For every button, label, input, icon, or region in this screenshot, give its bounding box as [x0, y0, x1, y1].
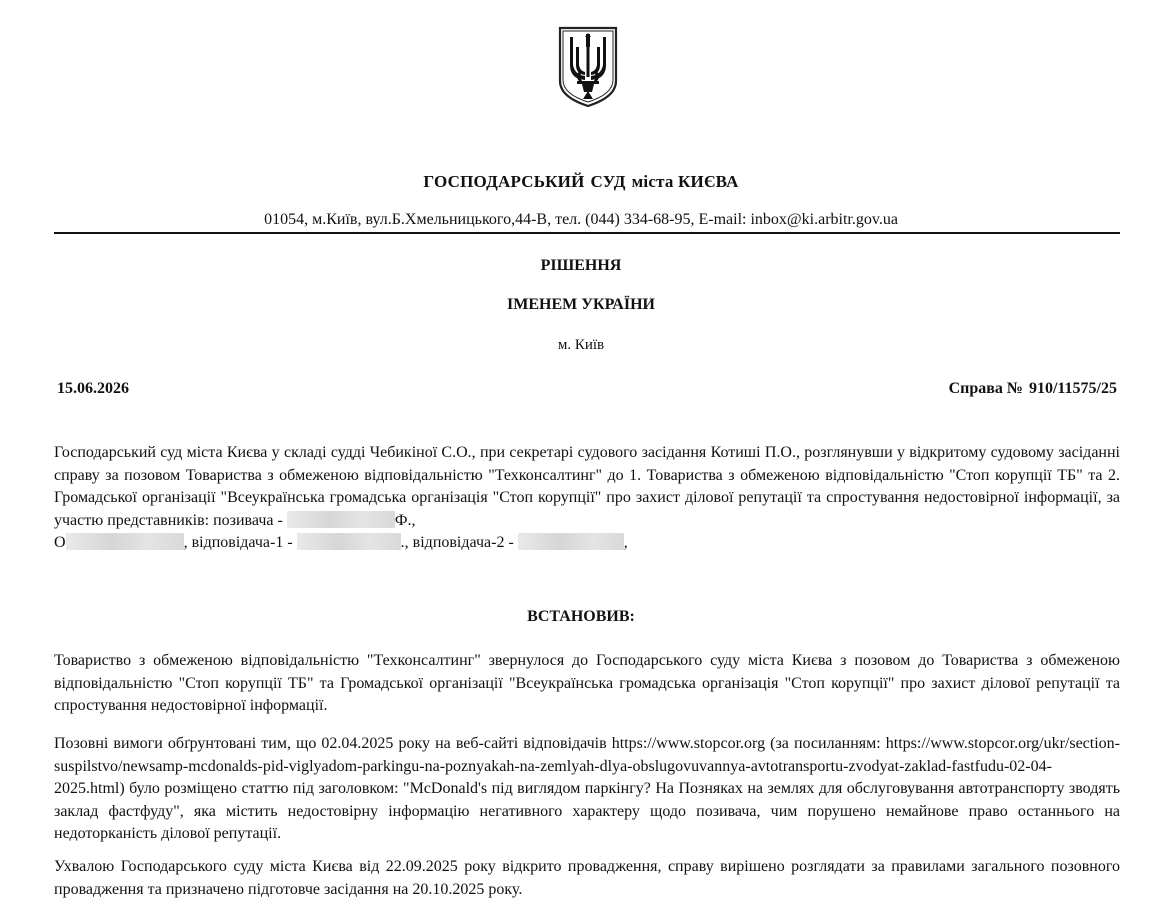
case-label: Справа №	[948, 380, 1023, 397]
decision-city: м. Київ	[557, 337, 605, 353]
intro-paragraph	[54, 442, 1120, 555]
case-number	[949, 380, 1117, 398]
redacted-plaintiff-rep-cont	[66, 533, 184, 550]
body-paragraph: Товариство з обмеженою відповідальністю "Техконсалтинг" звернулося до Господарського суду міста Києва з позовом до Товариства з обмеженою відповідальністю "Стоп корупції ТБ" та Громадської організації "Всеукраїнська громадська організація "Стоп корупції" про захист ділової репутації та спростування недостовірної інформації.	[54, 652, 1120, 714]
decision-date: 15.06.2026	[57, 380, 129, 397]
intro-fragment-a: Ф.,	[394, 511, 416, 529]
intro-fragment-d: ., відповідача-2 -	[400, 534, 514, 551]
header-divider	[54, 232, 1120, 234]
redacted-plaintiff-rep	[287, 511, 395, 528]
redacted-defendant2-rep	[518, 533, 624, 550]
section-established: ВСТАНОВИВ:	[527, 608, 635, 625]
court-name-part1: ГОСПОДАРСЬКИЙ	[423, 172, 585, 191]
intro-text: Господарський суд міста Києва у складі судді Чебикіної С.О., при секретарі судового засідання Котиші П.О., розглянувши у відкритому судовому засіданні справу за позовом Товариства з обмеженою відповідальністю "Техконсалтинг" до 1. Товариства з обмеженою відповідальністю "Стоп корупції ТБ" та 2. Громадської організації "Всеукраїнська громадська організація "Стоп корупції" про захист ділової репутації та спростування недостовірної інформації, за участю представників: позивача -	[54, 444, 1120, 529]
decision-title: РІШЕННЯ	[540, 257, 622, 274]
court-name-part2: СУД	[590, 172, 626, 191]
case-number-value: 910/11575/25	[1028, 380, 1117, 397]
intro-fragment-b: О	[54, 534, 66, 551]
intro-fragment-e: ,	[623, 534, 628, 551]
redacted-defendant1-rep	[297, 533, 401, 550]
coat-of-arms-trident-icon	[557, 25, 619, 109]
body-paragraph: Позовні вимоги обґрунтовані тим, що 02.04.2025 року на веб-сайті відповідачів https://www.stopcor.org (за посиланням: https://www.stopcor.org/ukr/section-suspilstvo/newsamp-mcdonalds-pid-viglyadom-parkingu-na-poznyakah-na-zemlyah-dlya-obslugovuvannya-avtotransportu-zvodyat-zaklad-fastfudu-02-04-2025.html) було розміщено статтю під заголовком: "McDonald's під виглядом паркінгу? На Позняках на землях для обслуговування автотранспорту зводять заклад фастфуду", яка містить недостовірну інформацію негативного характеру щодо позивача, чим порушено немайнове право останнього на недоторканість ділової репутації.	[54, 735, 1120, 842]
court-address: 01054, м.Київ, вул.Б.Хмельницького,44-В, тел. (044) 334-68-95, E-mail: inbox@ki.arbitr.gov.ua	[264, 211, 898, 228]
intro-fragment-c: , відповідача-1 -	[183, 534, 293, 551]
court-name	[0, 172, 1162, 192]
body-paragraph: Ухвалою Господарського суду міста Києва від 22.09.2025 року відкрито провадження, справу вирішено розглядати за правилами загального позовного провадження та призначено підготовче засідання на 20.10.2025 року.	[54, 858, 1120, 898]
court-name-part3: міста КИЄВА	[631, 172, 739, 191]
in-name-of-ukraine: ІМЕНЕМ УКРАЇНИ	[507, 296, 655, 313]
